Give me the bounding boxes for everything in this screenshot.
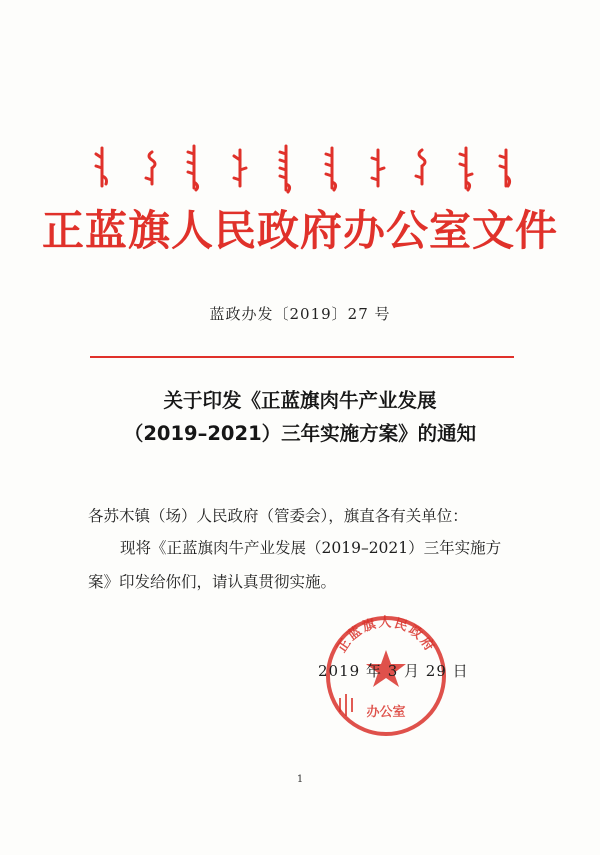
notice-title-line-1: 关于印发《正蓝旗肉牛产业发展 (163, 389, 437, 412)
notice-title-line-2: （2019–2021）三年实施方案》的通知 (123, 422, 477, 445)
mongolian-script-header (82, 140, 522, 198)
body-paragraph-line-1: 现将《正蓝旗肉牛产业发展（2019–2021）三年实施方 (120, 539, 502, 557)
notice-title (0, 384, 600, 450)
svg-text:正蓝旗人民政府: 正蓝旗人民政府 (334, 615, 438, 656)
body-paragraph-line-2: 案》印发给你们，请认真贯彻实施。 (88, 573, 337, 591)
svg-text:办公室: 办公室 (366, 705, 406, 720)
page-number: 1 (296, 774, 304, 785)
issue-date: 2019 年 3 月 29 日 (318, 662, 469, 680)
document-number: 蓝政办发〔2019〕27 号 (209, 305, 391, 323)
red-divider-line (90, 356, 514, 358)
salutation: 各苏木镇（场）人民政府（管委会），旗直各有关单位： (88, 507, 468, 525)
issuing-office-title: 正蓝旗人民政府办公室文件 (41, 206, 558, 255)
